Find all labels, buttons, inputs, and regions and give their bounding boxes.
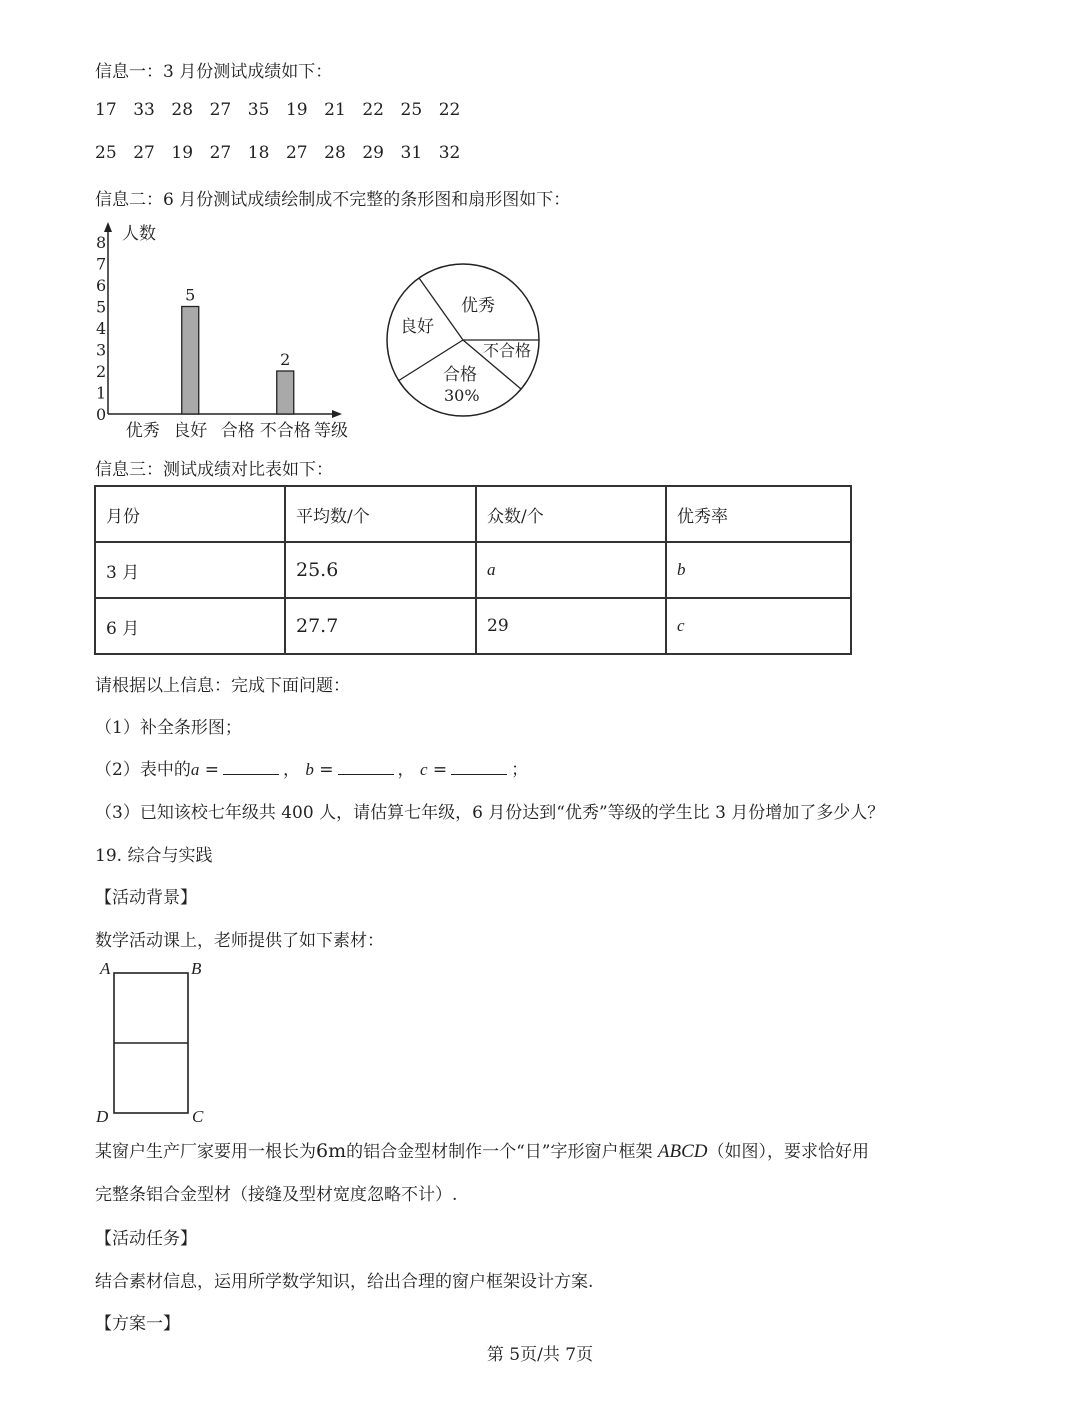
table-cell: b	[666, 542, 851, 598]
y-tick-label: 5	[96, 297, 107, 317]
desc-length: 6m	[316, 1140, 347, 1162]
y-tick-label: 4	[96, 319, 107, 338]
activity-task-title: 【活动任务】	[95, 1229, 197, 1249]
q2-eq: =	[199, 760, 219, 780]
table-cell: 29	[476, 598, 666, 654]
q2-var-b: b	[305, 760, 314, 779]
comparison-table	[94, 485, 852, 655]
score: 25	[95, 143, 117, 163]
pie-chart	[382, 260, 546, 420]
x-tick-label: 良好	[173, 421, 208, 441]
bar-data-label: 2	[280, 350, 291, 369]
info1-scores-row1	[95, 100, 477, 120]
x-axis-arrow	[332, 410, 342, 418]
pie-label-excellent: 优秀	[461, 296, 495, 316]
q2-eq: =	[427, 760, 448, 780]
score: 22	[438, 100, 461, 120]
score: 27	[209, 143, 232, 163]
y-axis-label: 人数	[122, 224, 156, 244]
bar-data-label: 5	[185, 285, 196, 305]
question-1: （1）补全条形图；	[95, 718, 242, 738]
score: 27	[209, 100, 232, 120]
x-tick-label: 优秀	[125, 421, 160, 441]
table-header-cell: 月份	[95, 486, 285, 542]
questions-intro: 请根据以上信息：完成下面问题：	[95, 676, 350, 696]
score: 35	[247, 100, 270, 120]
problem-description-2: 完整条铝合金型材（接缝及型材宽度忽略不计）.	[95, 1185, 458, 1205]
answer-blank-b[interactable]	[338, 758, 394, 775]
y-axis-arrow	[104, 222, 112, 232]
score: 32	[438, 143, 461, 163]
bar-chart-axes	[104, 222, 342, 418]
q2-eq: =	[313, 760, 334, 780]
q2-prefix: （2）表中的	[95, 760, 191, 780]
score: 21	[324, 100, 346, 120]
x-tick-label: 不合格	[259, 421, 311, 441]
problem-description-1	[95, 1137, 869, 1163]
score: 31	[400, 143, 423, 163]
info1-scores-row2	[95, 143, 477, 163]
desc-pre: 某窗户生产厂家要用一根长为	[95, 1142, 316, 1162]
score: 22	[362, 100, 384, 120]
table-row	[95, 542, 851, 598]
bar	[182, 307, 199, 415]
vertex-label-c: C	[192, 1107, 204, 1126]
y-tick-label: 6	[96, 276, 107, 295]
answer-blank-a[interactable]	[223, 758, 279, 775]
page-footer: 第 5页/共 7页	[486, 1345, 594, 1365]
y-tick-label: 0	[96, 405, 107, 424]
activity-background-text: 数学活动课上，老师提供了如下素材：	[95, 931, 384, 951]
q2-var-c: c	[419, 760, 428, 779]
score: 18	[247, 143, 270, 163]
score: 19	[171, 143, 194, 163]
x-axis-label: 等级	[314, 421, 348, 441]
score: 27	[285, 143, 308, 163]
pie-label-pass-percent: 30%	[444, 386, 480, 405]
table-cell: a	[476, 542, 666, 598]
score: 28	[324, 143, 346, 163]
score: 19	[285, 100, 308, 120]
activity-task-text: 结合素材信息，运用所学数学知识，给出合理的窗户框架设计方案.	[95, 1272, 594, 1292]
q2-end: ；	[511, 760, 529, 780]
desc-mid: 的铝合金型材制作一个“日”字形窗户框架	[346, 1142, 653, 1162]
score: 17	[95, 100, 117, 120]
info1-title: 信息一：3 月份测试成绩如下：	[95, 62, 333, 82]
q2-var-a: a	[190, 760, 200, 779]
table-header-cell: 平均数/个	[285, 486, 476, 542]
y-tick-label: 7	[96, 254, 107, 274]
answer-blank-c[interactable]	[451, 758, 507, 775]
question-3: （3）已知该校七年级共 400 人，请估算七年级，6 月份达到“优秀”等级的学生比 3 月份增加了多少人？	[95, 803, 885, 823]
desc-post: （如图），要求恰好用	[707, 1142, 870, 1162]
bars	[182, 286, 294, 415]
pie-label-pass: 合格	[443, 365, 477, 385]
table-row	[95, 598, 851, 654]
activity-background-title: 【活动背景】	[95, 888, 197, 908]
info2-title: 信息二：6 月份测试成绩绘制成不完整的条形图和扇形图如下：	[95, 190, 571, 210]
y-tick-label: 2	[96, 362, 107, 381]
y-tick-label: 8	[96, 233, 107, 252]
y-tick-labels	[96, 233, 106, 424]
plan-one-title: 【方案一】	[95, 1314, 180, 1334]
q2-sep: ，	[282, 760, 300, 780]
table-cell: c	[666, 598, 851, 654]
desc-abcd: ABCD	[657, 1141, 708, 1162]
info3-title: 信息三：测试成绩对比表如下：	[95, 460, 333, 480]
question-2	[95, 755, 528, 780]
x-tick-labels	[126, 421, 311, 441]
x-tick-label: 合格	[220, 421, 255, 441]
score: 28	[171, 100, 194, 120]
bar	[277, 371, 294, 414]
y-tick-label: 3	[96, 340, 107, 360]
vertex-label-b: B	[191, 959, 202, 978]
table-cell: 25.6	[285, 542, 476, 598]
vertex-label-a: A	[100, 959, 111, 978]
bar-chart	[88, 218, 363, 446]
score: 29	[362, 143, 384, 163]
q2-sep: ，	[397, 760, 415, 780]
table-header-cell: 优秀率	[666, 486, 851, 542]
table-cell: 27.7	[285, 598, 476, 654]
score: 27	[133, 143, 155, 163]
pie-label-fail: 不合格	[483, 341, 532, 360]
vertex-label-d: D	[96, 1107, 109, 1126]
table-cell: 3 月	[95, 542, 285, 598]
table-cell: 6 月	[95, 598, 285, 654]
table-header-cell: 众数/个	[476, 486, 666, 542]
score: 33	[133, 100, 155, 120]
window-frame-figure	[90, 955, 215, 1130]
y-tick-label: 1	[96, 383, 107, 403]
score: 25	[400, 100, 423, 120]
pie-label-good: 良好	[400, 317, 434, 337]
section-19-heading: 19. 综合与实践	[95, 846, 213, 866]
table-header-row	[95, 486, 851, 542]
